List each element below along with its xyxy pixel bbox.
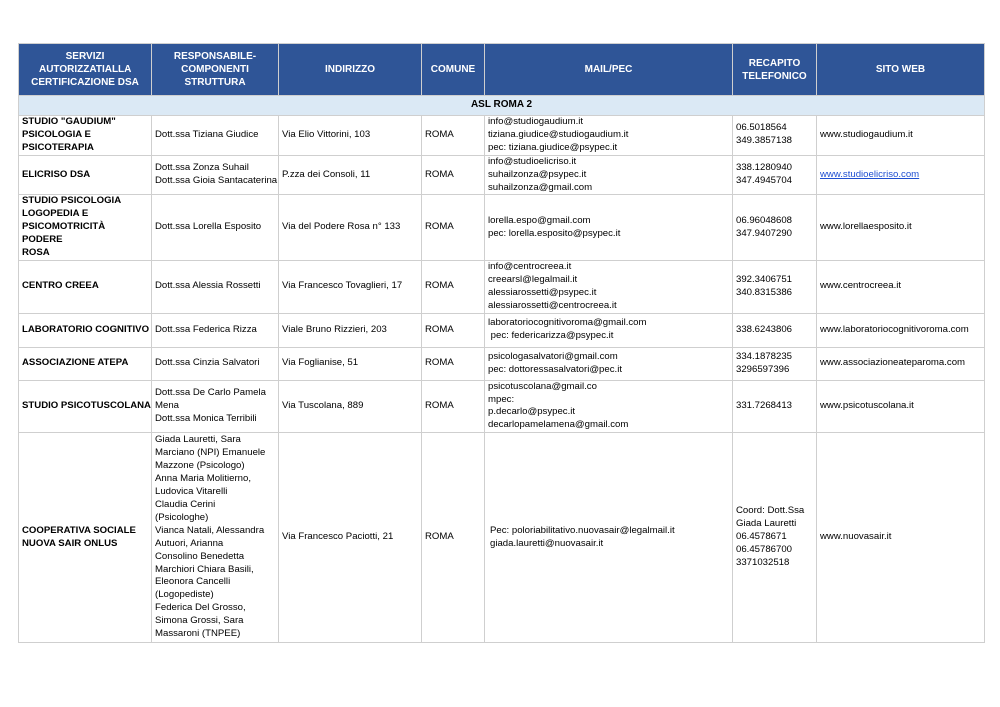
website — [817, 155, 985, 195]
comune: ROMA — [422, 433, 485, 643]
phone-cell: 331.7268413 — [733, 380, 817, 433]
address: P.zza dei Consoli, 11 — [279, 155, 422, 195]
website-link[interactable]: www.studioelicriso.com — [820, 168, 920, 180]
responsible: Dott.ssa Tiziana Giudice — [152, 116, 279, 156]
header-row — [19, 44, 985, 96]
service-name: ASSOCIAZIONE ATEPA — [19, 347, 152, 380]
table-row — [19, 433, 985, 643]
mail-cell: info@studiogaudium.it tiziana.giudice@studiogaudium.it pec: tiziana.giudice@psypec.it — [485, 116, 733, 156]
phone-cell: Coord: Dott.Ssa Giada Lauretti 06.4578671 06.45786700 3371032518 — [733, 433, 817, 643]
phone-cell: 338.1280940 347.4945704 — [733, 155, 817, 195]
table-row — [19, 195, 985, 261]
service-name: CENTRO CREEA — [19, 260, 152, 313]
website: www.psicotuscolana.it — [817, 380, 985, 433]
header-responsabile: RESPONSABILE- COMPONENTI STRUTTURA — [152, 44, 279, 96]
header-mail: MAIL/PEC — [485, 44, 733, 96]
address: Viale Bruno Rizzieri, 203 — [279, 313, 422, 347]
services-table — [18, 43, 985, 643]
phone-cell: 338.6243806 — [733, 313, 817, 347]
phone-cell: 06.5018564 349.3857138 — [733, 116, 817, 156]
mail-cell: psicotuscolana@gmail.co mpec: p.decarlo@psypec.it decarlopamelamena@gmail.com — [485, 380, 733, 433]
table-row — [19, 347, 985, 380]
table-row — [19, 155, 985, 195]
mail-cell: info@centrocreea.it creearsl@legalmail.it alessiarossetti@psypec.it alessiarossetti@centrocreea.it — [485, 260, 733, 313]
header-recapito: RECAPITO TELEFONICO — [733, 44, 817, 96]
comune: ROMA — [422, 380, 485, 433]
address: Via del Podere Rosa n° 133 — [279, 195, 422, 261]
service-name: STUDIO PSICOLOGIA LOGOPEDIA E PSICOMOTRICITÀ PODERE ROSA — [19, 195, 152, 261]
responsible: Dott.ssa Lorella Esposito — [152, 195, 279, 261]
responsible: Dott.ssa Zonza Suhail Dott.ssa Gioia Santacaterina — [152, 155, 279, 195]
website: www.associazioneateparoma.com — [817, 347, 985, 380]
phone-cell: 334.1878235 3296597396 — [733, 347, 817, 380]
table-row — [19, 380, 985, 433]
section-row — [19, 96, 985, 116]
mail-cell: laboratoriocognitivoroma@gmail.com pec: federicarizza@psypec.it — [485, 313, 733, 347]
mail-cell: psicologasalvatori@gmail.com pec: dottoressasalvatori@pec.it — [485, 347, 733, 380]
header-indirizzo: INDIRIZZO — [279, 44, 422, 96]
responsible: Giada Lauretti, Sara Marciano (NPI) Emanuele Mazzone (Psicologo) Anna Maria Molitierno, Ludovica Vitarelli Claudia Cerini (Psicologhe) Vianca Natali, Alessandra Autuori, Arianna Consolino Benedetta Marchiori Chiara Basili, Eleonora Cancelli (Logopediste) Federica Del Grosso, Simona Grossi, Sara Massaroni (TNPEE) — [152, 433, 279, 643]
header-comune: COMUNE — [422, 44, 485, 96]
comune: ROMA — [422, 155, 485, 195]
comune: ROMA — [422, 116, 485, 156]
service-name: LABORATORIO COGNITIVO — [19, 313, 152, 347]
section-label: ASL ROMA 2 — [19, 96, 985, 116]
service-name: STUDIO PSICOTUSCOLANA — [19, 380, 152, 433]
address: Via Francesco Tovaglieri, 17 — [279, 260, 422, 313]
address: Via Francesco Paciotti, 21 — [279, 433, 422, 643]
website: www.lorellaesposito.it — [817, 195, 985, 261]
service-name: COOPERATIVA SOCIALE NUOVA SAIR ONLUS — [19, 433, 152, 643]
comune: ROMA — [422, 260, 485, 313]
phone-cell: 392.3406751 340.8315386 — [733, 260, 817, 313]
responsible: Dott.ssa Alessia Rossetti — [152, 260, 279, 313]
address: Via Tuscolana, 889 — [279, 380, 422, 433]
comune: ROMA — [422, 313, 485, 347]
website: www.studiogaudium.it — [817, 116, 985, 156]
table-row — [19, 116, 985, 156]
website: www.centrocreea.it — [817, 260, 985, 313]
comune: ROMA — [422, 347, 485, 380]
address: Via Foglianise, 51 — [279, 347, 422, 380]
website: www.nuovasair.it — [817, 433, 985, 643]
header-sito: SITO WEB — [817, 44, 985, 96]
header-servizi: SERVIZI AUTORIZZATIALLA CERTIFICAZIONE DSA — [19, 44, 152, 96]
service-name: ELICRISO DSA — [19, 155, 152, 195]
service-name: STUDIO "GAUDIUM" PSICOLOGIA E PSICOTERAPIA — [19, 116, 152, 156]
table-row — [19, 313, 985, 347]
address: Via Elio Vittorini, 103 — [279, 116, 422, 156]
website: www.laboratoriocognitivoroma.com — [817, 313, 985, 347]
phone-cell: 06.96048608 347.9407290 — [733, 195, 817, 261]
responsible: Dott.ssa Cinzia Salvatori — [152, 347, 279, 380]
mail-cell: info@studioelicriso.it suhailzonza@psypec.it suhailzonza@gmail.com — [485, 155, 733, 195]
responsible: Dott.ssa Federica Rizza — [152, 313, 279, 347]
responsible: Dott.ssa De Carlo Pamela Mena Dott.ssa Monica Terribili — [152, 380, 279, 433]
mail-cell: Pec: poloriabilitativo.nuovasair@legalmail.it giada.lauretti@nuovasair.it — [485, 433, 733, 643]
comune: ROMA — [422, 195, 485, 261]
table-row — [19, 260, 985, 313]
mail-cell: lorella.espo@gmail.com pec: lorella.esposito@psypec.it — [485, 195, 733, 261]
